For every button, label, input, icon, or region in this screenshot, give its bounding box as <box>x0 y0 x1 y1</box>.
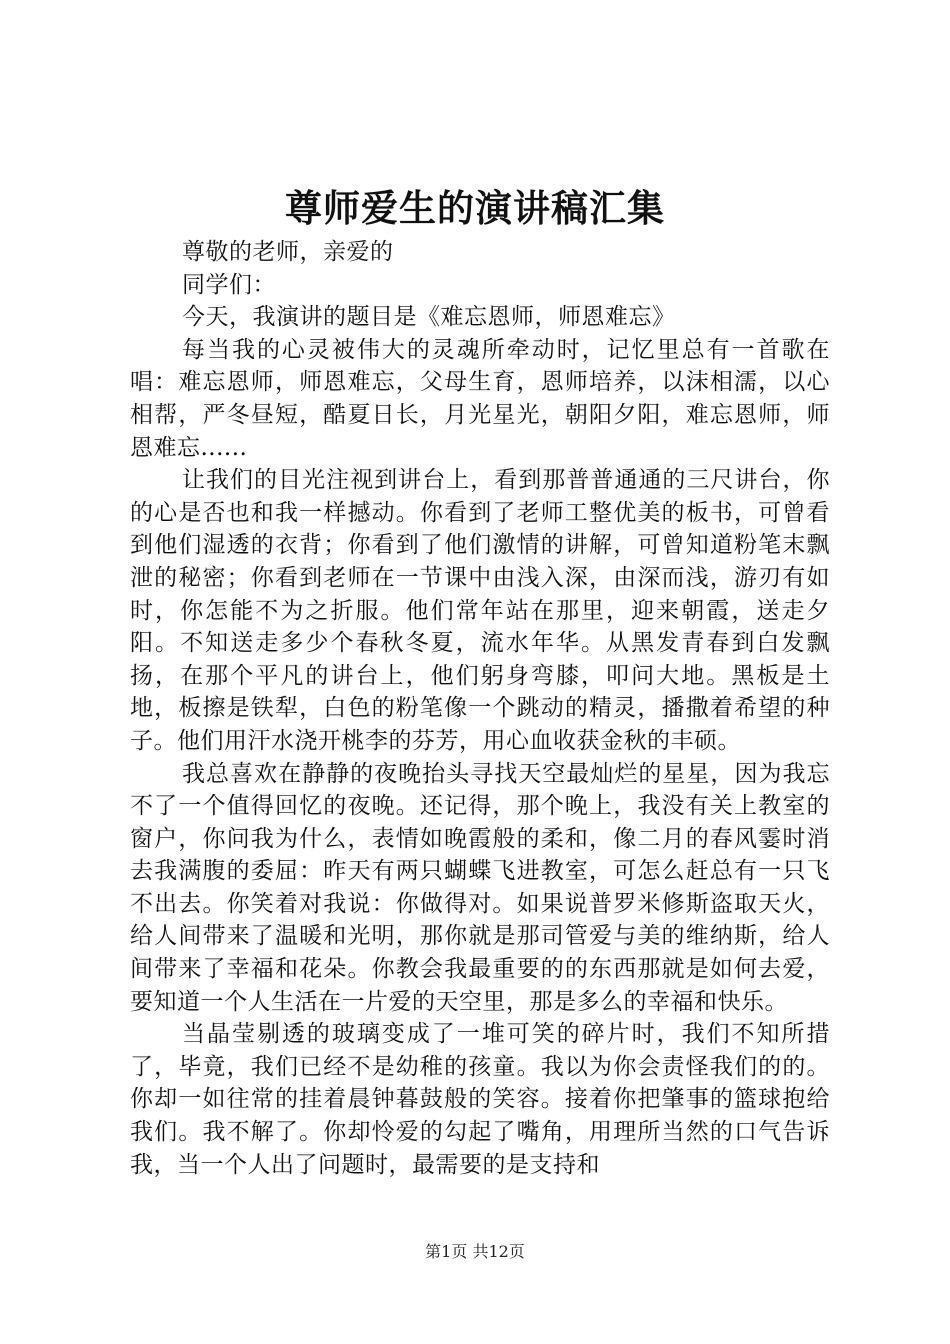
body-paragraph: 我总喜欢在静静的夜晚抬头寻找天空最灿烂的星星，因为我忘不了一个值得回忆的夜晚。还记得，那个晚上，我没有关上教室的窗户，你问我为什么，表情如晚霞般的柔和，像二月的春风霎时消去我满腹的委屈：昨天有两只蝴蝶飞进教室，可怎么赶总有一只飞不出去。你笑着对我说：你做得对。如果说普罗米修斯盗取天火，给人间带来了温暖和光明，那你就是那司管爱与美的维纳斯，给人间带来了幸福和花朵。你教会我最重要的的东西那就是如何去爱，要知道一个人生活在一片爱的天空里，那是多么的幸福和快乐。 <box>130 760 830 1015</box>
speech-topic: 今天，我演讲的题目是《难忘恩师，师恩难忘》 <box>182 304 676 331</box>
salutation-line-2: 同学们： <box>182 271 276 298</box>
salutation-line-1: 尊敬的老师，亲爱的 <box>182 239 394 265</box>
body-paragraph: 每当我的心灵被伟大的灵魂所牵动时，记忆里总有一首歌在唱：难忘恩师，师恩难忘，父母生育，恩师培养，以沫相濡，以心相帮，严冬昼短，酷夏日长，月光星光，朝阳夕阳，难忘恩师，师恩难忘...... <box>130 336 830 461</box>
document-body <box>130 236 830 1181</box>
page-number-footer: 第1页 共12页 <box>425 1242 525 1261</box>
body-paragraph: 当晶莹剔透的玻璃变成了一堆可笑的碎片时，我们不知所措了，毕竟，我们已经不是幼稚的孩童。我以为你会责怪我们的的。你却一如往常的挂着晨钟暮鼓般的笑容。接着你把肇事的篮球抱给我们。我不解了。你却怜爱的勾起了嘴角，用理所当然的口气告诉我，当一个人出了问题时，最需要的是支持和 <box>130 1021 830 1178</box>
document-title: 尊师爱生的演讲稿汇集 <box>285 186 665 230</box>
body-paragraph: 让我们的目光注视到讲台上，看到那普普通通的三尺讲台，你的心是否也和我一样撼动。你看到了老师工整优美的板书，可曾看到他们湿透的衣背；你看到了他们激情的讲解，可曾知道粉笔末飘泄的秘密；你看到老师在一节课中由浅入深，由深而浅，游刃有如时，你怎能不为之折服。他们常年站在那里，迎来朝霞，送走夕阳。不知送走多少个春秋冬夏，流水年华。从黑发青春到白发飘扬，在那个平凡的讲台上，他们躬身弯膝，叩问大地。黑板是土地，板擦是铁犁，白色的粉笔像一个跳动的精灵，播撒着希望的种子。他们用汗水浇开桃李的芬芳，用心血收获金秋的丰硕。 <box>130 467 830 754</box>
